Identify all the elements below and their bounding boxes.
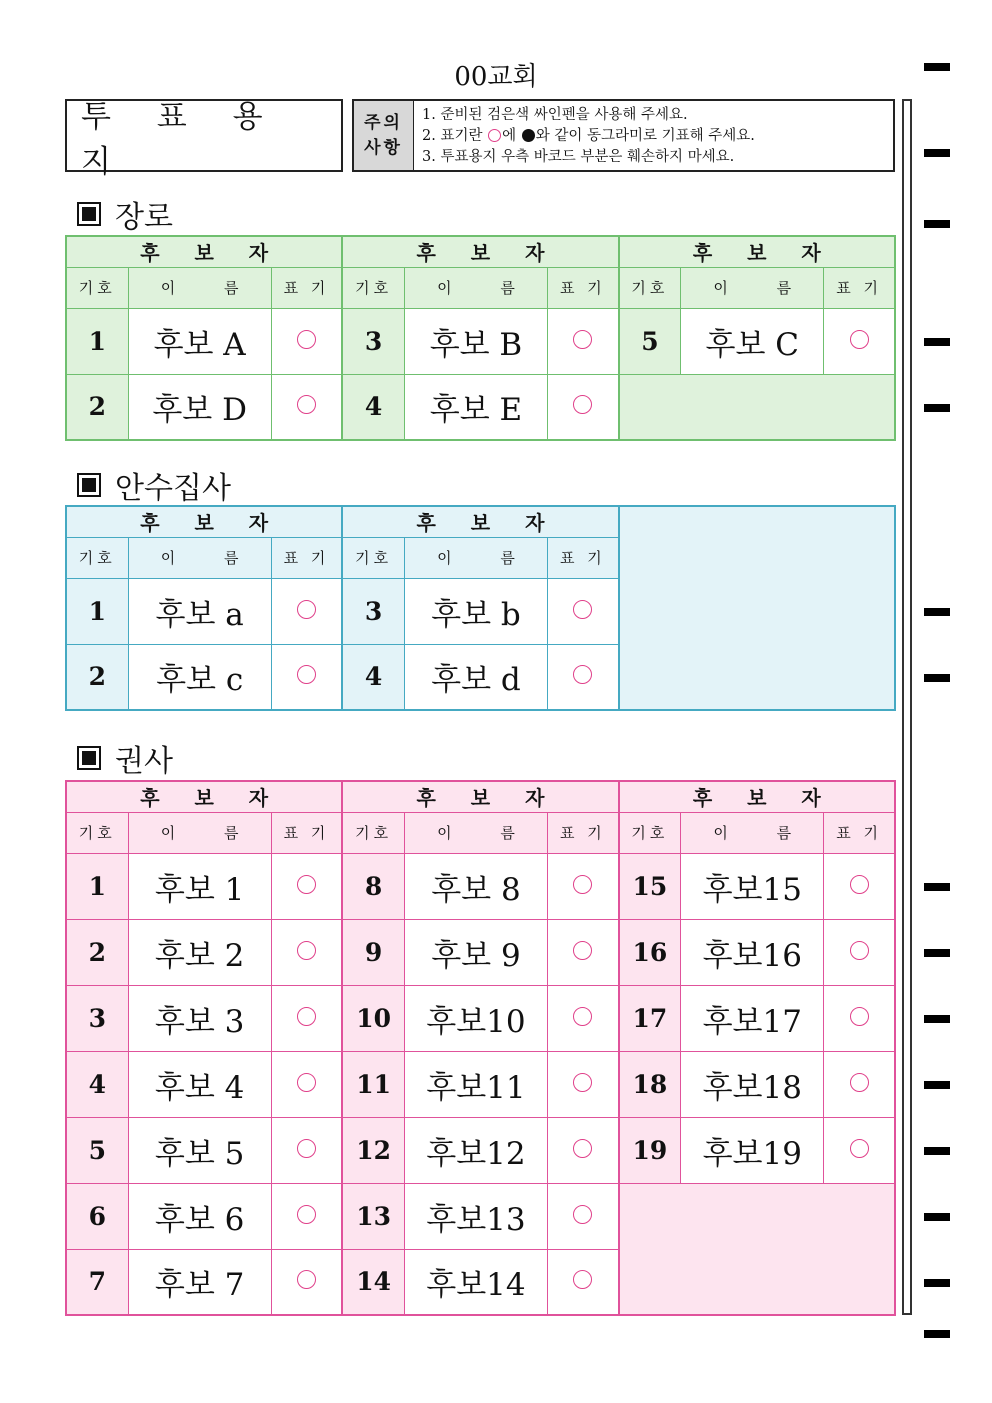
candidate-number: 4 — [342, 644, 404, 710]
candidate-number: 17 — [619, 985, 681, 1051]
empty-circle-icon — [488, 129, 501, 142]
barcode-tick — [924, 1330, 950, 1338]
group-header: 후 보 자 — [342, 236, 618, 267]
church-name: 00교회 — [454, 62, 538, 92]
notice-line-1: 1. 준비된 검은색 싸인펜을 사용해 주세요. — [422, 107, 688, 123]
candidate-number: 2 — [66, 919, 128, 985]
barcode-strip — [902, 99, 912, 1315]
barcode-tick — [924, 1015, 950, 1023]
vote-circle-icon[interactable] — [573, 330, 592, 349]
candidate-name: 후보14 — [404, 1249, 547, 1315]
vote-circle-icon[interactable] — [297, 1270, 316, 1289]
candidate-number: 5 — [66, 1117, 128, 1183]
empty-cell — [619, 1183, 895, 1315]
candidate-number: 12 — [342, 1117, 404, 1183]
candidate-number: 3 — [342, 308, 404, 374]
notice-line-3: 3. 투표용지 우측 바코드 부분은 훼손하지 마세요. — [422, 149, 735, 165]
candidate-number: 11 — [342, 1051, 404, 1117]
candidate-name: 후보 5 — [128, 1117, 271, 1183]
candidate-name: 후보19 — [681, 1117, 824, 1183]
notice-line-2-b: 에 — [502, 128, 521, 144]
barcode-tick — [924, 674, 950, 682]
candidate-name: 후보12 — [404, 1117, 547, 1183]
number-header: 기호 — [342, 267, 404, 308]
barcode-tick — [924, 220, 950, 228]
candidate-name: 후보 D — [128, 374, 271, 440]
vote-circle-icon[interactable] — [297, 941, 316, 960]
candidate-number: 14 — [342, 1249, 404, 1315]
vote-circle-icon[interactable] — [573, 1073, 592, 1092]
notice-line-2 — [422, 126, 885, 147]
mark-header: 표 기 — [824, 267, 895, 308]
candidate-name: 후보 8 — [404, 853, 547, 919]
vote-mark-cell[interactable] — [824, 1051, 895, 1117]
vote-mark-cell[interactable] — [548, 919, 619, 985]
group-header: 후 보 자 — [619, 781, 895, 812]
barcode-tick — [924, 63, 950, 71]
vote-mark-cell[interactable] — [548, 374, 619, 440]
empty-cell — [619, 506, 895, 710]
name-header: 이 름 — [404, 537, 547, 578]
vote-mark-cell[interactable] — [271, 374, 342, 440]
candidate-number: 2 — [66, 644, 128, 710]
vote-circle-icon[interactable] — [573, 1007, 592, 1026]
candidate-name: 후보 c — [128, 644, 271, 710]
vote-mark-cell[interactable] — [548, 985, 619, 1051]
candidate-name: 후보10 — [404, 985, 547, 1051]
candidate-name: 후보 3 — [128, 985, 271, 1051]
candidate-name: 후보15 — [681, 853, 824, 919]
section-title-deacon — [77, 463, 231, 507]
notice-line-2-a: 2. 표기란 — [422, 128, 488, 144]
vote-circle-icon[interactable] — [297, 1205, 316, 1224]
vote-mark-cell[interactable] — [824, 985, 895, 1051]
vote-mark-cell[interactable] — [271, 578, 342, 644]
candidate-number: 1 — [66, 853, 128, 919]
barcode-tick — [924, 883, 950, 891]
vote-mark-cell[interactable] — [824, 853, 895, 919]
vote-mark-cell[interactable] — [548, 853, 619, 919]
section-title-text: 권사 — [115, 744, 173, 779]
candidate-name: 후보 2 — [128, 919, 271, 985]
vote-circle-icon[interactable] — [297, 665, 316, 684]
vote-circle-icon[interactable] — [850, 1073, 869, 1092]
candidate-name: 후보 b — [404, 578, 547, 644]
vote-mark-cell[interactable] — [271, 1183, 342, 1249]
section-title-text: 안수집사 — [115, 471, 231, 506]
candidate-name: 후보13 — [404, 1183, 547, 1249]
barcode-tick — [924, 1081, 950, 1089]
vote-circle-icon[interactable] — [297, 600, 316, 619]
vote-mark-cell[interactable] — [548, 308, 619, 374]
number-header: 기호 — [66, 812, 128, 853]
vote-circle-icon[interactable] — [573, 1270, 592, 1289]
number-header: 기호 — [619, 267, 681, 308]
number-header: 기호 — [66, 267, 128, 308]
name-header: 이 름 — [128, 812, 271, 853]
deacon-table — [65, 505, 896, 711]
notice-box — [352, 99, 895, 172]
candidate-number: 1 — [66, 308, 128, 374]
group-header: 후 보 자 — [342, 506, 618, 537]
mark-header: 표 기 — [548, 537, 619, 578]
group-header: 후 보 자 — [66, 506, 342, 537]
vote-circle-icon[interactable] — [297, 875, 316, 894]
candidate-number: 6 — [66, 1183, 128, 1249]
vote-mark-cell[interactable] — [824, 1117, 895, 1183]
mark-header: 표 기 — [824, 812, 895, 853]
candidate-number: 4 — [342, 374, 404, 440]
candidate-number: 18 — [619, 1051, 681, 1117]
number-header: 기호 — [619, 812, 681, 853]
vote-mark-cell[interactable] — [271, 919, 342, 985]
vote-mark-cell[interactable] — [548, 1249, 619, 1315]
candidate-name: 후보11 — [404, 1051, 547, 1117]
candidate-number: 13 — [342, 1183, 404, 1249]
vote-mark-cell[interactable] — [271, 985, 342, 1051]
vote-circle-icon[interactable] — [573, 600, 592, 619]
vote-circle-icon[interactable] — [297, 1139, 316, 1158]
vote-mark-cell[interactable] — [824, 919, 895, 985]
candidate-name: 후보 6 — [128, 1183, 271, 1249]
candidate-number: 8 — [342, 853, 404, 919]
barcode-tick — [924, 1279, 950, 1287]
vote-circle-icon[interactable] — [850, 1139, 869, 1158]
barcode-tick — [924, 949, 950, 957]
square-bullet-icon — [77, 473, 101, 497]
candidate-number: 3 — [342, 578, 404, 644]
barcode-tick — [924, 338, 950, 346]
name-header: 이 름 — [128, 537, 271, 578]
barcode-tick — [924, 608, 950, 616]
vote-mark-cell[interactable] — [271, 853, 342, 919]
square-bullet-icon — [77, 202, 101, 226]
vote-circle-icon[interactable] — [573, 875, 592, 894]
vote-circle-icon[interactable] — [573, 1205, 592, 1224]
vote-circle-icon[interactable] — [850, 941, 869, 960]
candidate-name: 후보 4 — [128, 1051, 271, 1117]
name-header: 이 름 — [681, 812, 824, 853]
name-header: 이 름 — [681, 267, 824, 308]
candidate-name: 후보 d — [404, 644, 547, 710]
vote-mark-cell[interactable] — [548, 644, 619, 710]
candidate-number: 19 — [619, 1117, 681, 1183]
mark-header: 표 기 — [271, 267, 342, 308]
candidate-number: 9 — [342, 919, 404, 985]
candidate-number: 15 — [619, 853, 681, 919]
elder-table — [65, 235, 896, 441]
mark-header: 표 기 — [548, 812, 619, 853]
candidate-number: 16 — [619, 919, 681, 985]
vote-circle-icon[interactable] — [850, 1007, 869, 1026]
barcode-tick — [924, 1213, 950, 1221]
candidate-number: 5 — [619, 308, 681, 374]
candidate-name: 후보 C — [681, 308, 824, 374]
barcode-tick — [924, 1147, 950, 1155]
candidate-name: 후보 7 — [128, 1249, 271, 1315]
vote-circle-icon[interactable] — [297, 1073, 316, 1092]
candidate-name: 후보18 — [681, 1051, 824, 1117]
group-header: 후 보 자 — [66, 236, 342, 267]
candidate-number: 2 — [66, 374, 128, 440]
group-header: 후 보 자 — [66, 781, 342, 812]
mark-header: 표 기 — [271, 812, 342, 853]
candidate-name: 후보 a — [128, 578, 271, 644]
vote-circle-icon[interactable] — [573, 1139, 592, 1158]
section-title-text: 장로 — [115, 200, 173, 235]
filled-circle-icon — [522, 129, 535, 142]
vote-circle-icon[interactable] — [573, 395, 592, 414]
candidate-name: 후보 A — [128, 308, 271, 374]
vote-mark-cell[interactable] — [548, 1183, 619, 1249]
exhorter-table — [65, 780, 896, 1316]
candidate-name: 후보 9 — [404, 919, 547, 985]
number-header: 기호 — [66, 537, 128, 578]
group-header: 후 보 자 — [619, 236, 895, 267]
mark-header: 표 기 — [271, 537, 342, 578]
vote-mark-cell[interactable] — [548, 1117, 619, 1183]
number-header: 기호 — [342, 812, 404, 853]
candidate-number: 7 — [66, 1249, 128, 1315]
candidate-name: 후보17 — [681, 985, 824, 1051]
candidate-number: 10 — [342, 985, 404, 1051]
name-header: 이 름 — [404, 267, 547, 308]
group-header: 후 보 자 — [342, 781, 618, 812]
barcode-tick — [924, 404, 950, 412]
number-header: 기호 — [342, 537, 404, 578]
empty-cell — [619, 374, 895, 440]
vote-circle-icon[interactable] — [297, 330, 316, 349]
notice-heading — [354, 101, 414, 170]
vote-mark-cell[interactable] — [271, 308, 342, 374]
vote-circle-icon[interactable] — [297, 395, 316, 414]
vote-mark-cell[interactable] — [548, 1051, 619, 1117]
candidate-name: 후보 E — [404, 374, 547, 440]
name-header: 이 름 — [404, 812, 547, 853]
section-title-exhorter — [77, 736, 173, 780]
name-header: 이 름 — [128, 267, 271, 308]
vote-mark-cell[interactable] — [271, 1051, 342, 1117]
vote-mark-cell[interactable] — [824, 308, 895, 374]
candidate-number: 4 — [66, 1051, 128, 1117]
mark-header: 표 기 — [548, 267, 619, 308]
notice-heading-bottom: 사항 — [364, 137, 403, 158]
notice-heading-top: 주의 — [364, 112, 403, 133]
candidate-name: 후보 B — [404, 308, 547, 374]
notice-line-2-c: 와 같이 동그라미로 기표해 주세요. — [535, 128, 755, 144]
barcode-tick — [924, 149, 950, 157]
candidate-number: 1 — [66, 578, 128, 644]
vote-circle-icon[interactable] — [297, 1007, 316, 1026]
square-bullet-icon — [77, 746, 101, 770]
vote-mark-cell[interactable] — [548, 578, 619, 644]
vote-circle-icon[interactable] — [850, 330, 869, 349]
ballot-title: 투 표 용 지 — [65, 99, 343, 172]
vote-mark-cell[interactable] — [271, 1249, 342, 1315]
vote-mark-cell[interactable] — [271, 644, 342, 710]
vote-circle-icon[interactable] — [573, 941, 592, 960]
candidate-number: 3 — [66, 985, 128, 1051]
vote-circle-icon[interactable] — [573, 665, 592, 684]
candidate-name: 후보16 — [681, 919, 824, 985]
notice-list — [414, 101, 893, 170]
vote-circle-icon[interactable] — [850, 875, 869, 894]
section-title-elder — [77, 192, 173, 236]
candidate-name: 후보 1 — [128, 853, 271, 919]
vote-mark-cell[interactable] — [271, 1117, 342, 1183]
